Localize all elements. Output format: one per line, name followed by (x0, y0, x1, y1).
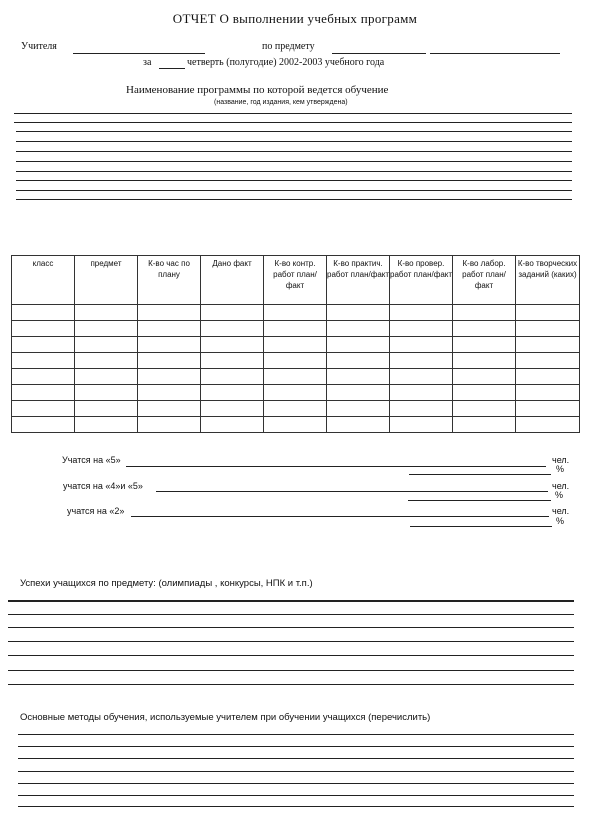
table-cell[interactable] (327, 305, 390, 321)
table-cell[interactable] (201, 321, 264, 337)
table-cell[interactable] (138, 369, 201, 385)
table-cell[interactable] (453, 321, 516, 337)
table-row (12, 401, 580, 417)
table-cell[interactable] (390, 369, 453, 385)
grade-four-five-people-unit: чел. (552, 481, 570, 491)
table-cell[interactable] (264, 337, 327, 353)
table-cell[interactable] (75, 417, 138, 433)
table-cell[interactable] (75, 321, 138, 337)
table-cell[interactable] (390, 385, 453, 401)
table-cell[interactable] (201, 401, 264, 417)
table-cell[interactable] (516, 353, 580, 369)
table-cell[interactable] (390, 401, 453, 417)
program-table (11, 255, 580, 433)
table-cell[interactable] (201, 337, 264, 353)
period-prefix: за (143, 57, 152, 68)
table-cell[interactable] (138, 353, 201, 369)
grade-four-five-count-line[interactable] (156, 491, 548, 492)
grade-two-percent-unit: % (556, 516, 565, 526)
table-cell[interactable] (453, 417, 516, 433)
teacher-name-line[interactable] (73, 53, 205, 54)
table-cell[interactable] (138, 337, 201, 353)
grade-two-count-line[interactable] (131, 516, 549, 517)
table-cell[interactable] (12, 337, 75, 353)
table-row (12, 353, 580, 369)
table-row (12, 417, 580, 433)
table-cell[interactable] (327, 401, 390, 417)
table-cell[interactable] (75, 369, 138, 385)
table-cell[interactable] (264, 321, 327, 337)
subject-line-2[interactable] (430, 53, 560, 54)
column-header: класс (12, 256, 75, 305)
table-cell[interactable] (12, 401, 75, 417)
table-cell[interactable] (390, 337, 453, 353)
table-cell[interactable] (75, 337, 138, 353)
grade-five-percent-unit: % (556, 464, 565, 474)
table-cell[interactable] (12, 321, 75, 337)
table-cell[interactable] (201, 417, 264, 433)
period-text: четверть (полугодие) 2002-2003 учебного года (187, 57, 385, 68)
table-cell[interactable] (327, 385, 390, 401)
grade-two-percent-line[interactable] (410, 526, 552, 527)
quarter-number-line[interactable] (159, 68, 185, 69)
table-cell[interactable] (138, 321, 201, 337)
table-row (12, 369, 580, 385)
table-cell[interactable] (390, 321, 453, 337)
teacher-label: Учителя (21, 41, 57, 52)
table-cell[interactable] (138, 305, 201, 321)
table-cell[interactable] (75, 401, 138, 417)
report-title: ОТЧЕТ О выполнении учебных программ (172, 11, 418, 26)
table-cell[interactable] (264, 401, 327, 417)
table-cell[interactable] (453, 401, 516, 417)
grade-two-label: учатся на «2» (67, 506, 125, 516)
table-row (12, 305, 580, 321)
table-cell[interactable] (516, 321, 580, 337)
table-cell[interactable] (516, 337, 580, 353)
table-cell[interactable] (138, 417, 201, 433)
table-cell[interactable] (327, 369, 390, 385)
methods-label: Основные методы обучения, используемые учителем при обучении учащихся (перечислить) (20, 712, 431, 723)
column-header: К-во практич. работ план/факт (327, 256, 390, 305)
grade-five-people-unit: чел. (552, 455, 570, 465)
table-cell[interactable] (327, 321, 390, 337)
table-cell[interactable] (12, 385, 75, 401)
table-cell[interactable] (453, 369, 516, 385)
table-cell[interactable] (327, 353, 390, 369)
grade-two-people-unit: чел. (552, 506, 570, 516)
table-cell[interactable] (12, 369, 75, 385)
grade-five-count-line[interactable] (126, 466, 546, 467)
column-header: Дано факт (201, 256, 264, 305)
grade-four-five-label: учатся на «4»и «5» (63, 481, 143, 491)
column-header: К-во творческих заданий (каких) (516, 256, 580, 305)
column-header: К-во контр. работ план/ факт (264, 256, 327, 305)
table-cell[interactable] (12, 305, 75, 321)
table-cell[interactable] (201, 305, 264, 321)
column-header: К-во лабор. работ план/ факт (453, 256, 516, 305)
table-cell[interactable] (201, 369, 264, 385)
table-cell[interactable] (327, 417, 390, 433)
program-subheading: (название, год издания, кем утверждена) (214, 99, 348, 106)
subject-label: по предмету (262, 41, 315, 52)
achievements-label: Успехи учащихся по предмету: (олимпиады , конкурсы, НПК и т.п.) (20, 578, 313, 589)
column-header: К-во провер. работ план/факт (390, 256, 453, 305)
table-cell[interactable] (516, 305, 580, 321)
table-row (12, 385, 580, 401)
table-header-row (12, 256, 580, 305)
table-cell[interactable] (516, 369, 580, 385)
grade-four-five-percent-line[interactable] (408, 500, 551, 501)
table-cell[interactable] (75, 385, 138, 401)
table-cell[interactable] (390, 353, 453, 369)
table-row (12, 337, 580, 353)
table-cell[interactable] (201, 353, 264, 369)
table-cell[interactable] (453, 385, 516, 401)
table-cell[interactable] (453, 337, 516, 353)
table-cell[interactable] (516, 385, 580, 401)
table-cell[interactable] (516, 417, 580, 433)
table-cell[interactable] (264, 385, 327, 401)
table-cell[interactable] (390, 417, 453, 433)
table-cell[interactable] (390, 305, 453, 321)
table-cell[interactable] (138, 385, 201, 401)
table-cell[interactable] (516, 401, 580, 417)
table-cell[interactable] (138, 401, 201, 417)
table-cell[interactable] (75, 305, 138, 321)
table-cell[interactable] (12, 417, 75, 433)
table-cell[interactable] (453, 353, 516, 369)
table-cell[interactable] (327, 337, 390, 353)
grade-five-label: Учатся на «5» (62, 455, 121, 465)
table-row (12, 321, 580, 337)
table-cell[interactable] (75, 353, 138, 369)
grade-four-five-percent-unit: % (555, 490, 564, 500)
column-header: К-во час по плану (138, 256, 201, 305)
table-cell[interactable] (264, 353, 327, 369)
table-cell[interactable] (264, 369, 327, 385)
grade-five-percent-line[interactable] (409, 474, 551, 475)
program-heading: Наименование программы по которой ведется обучение (126, 84, 389, 96)
table-cell[interactable] (264, 417, 327, 433)
column-header: предмет (75, 256, 138, 305)
subject-line-1[interactable] (332, 53, 426, 54)
table-cell[interactable] (12, 353, 75, 369)
table-cell[interactable] (201, 385, 264, 401)
table-cell[interactable] (453, 305, 516, 321)
table-cell[interactable] (264, 305, 327, 321)
